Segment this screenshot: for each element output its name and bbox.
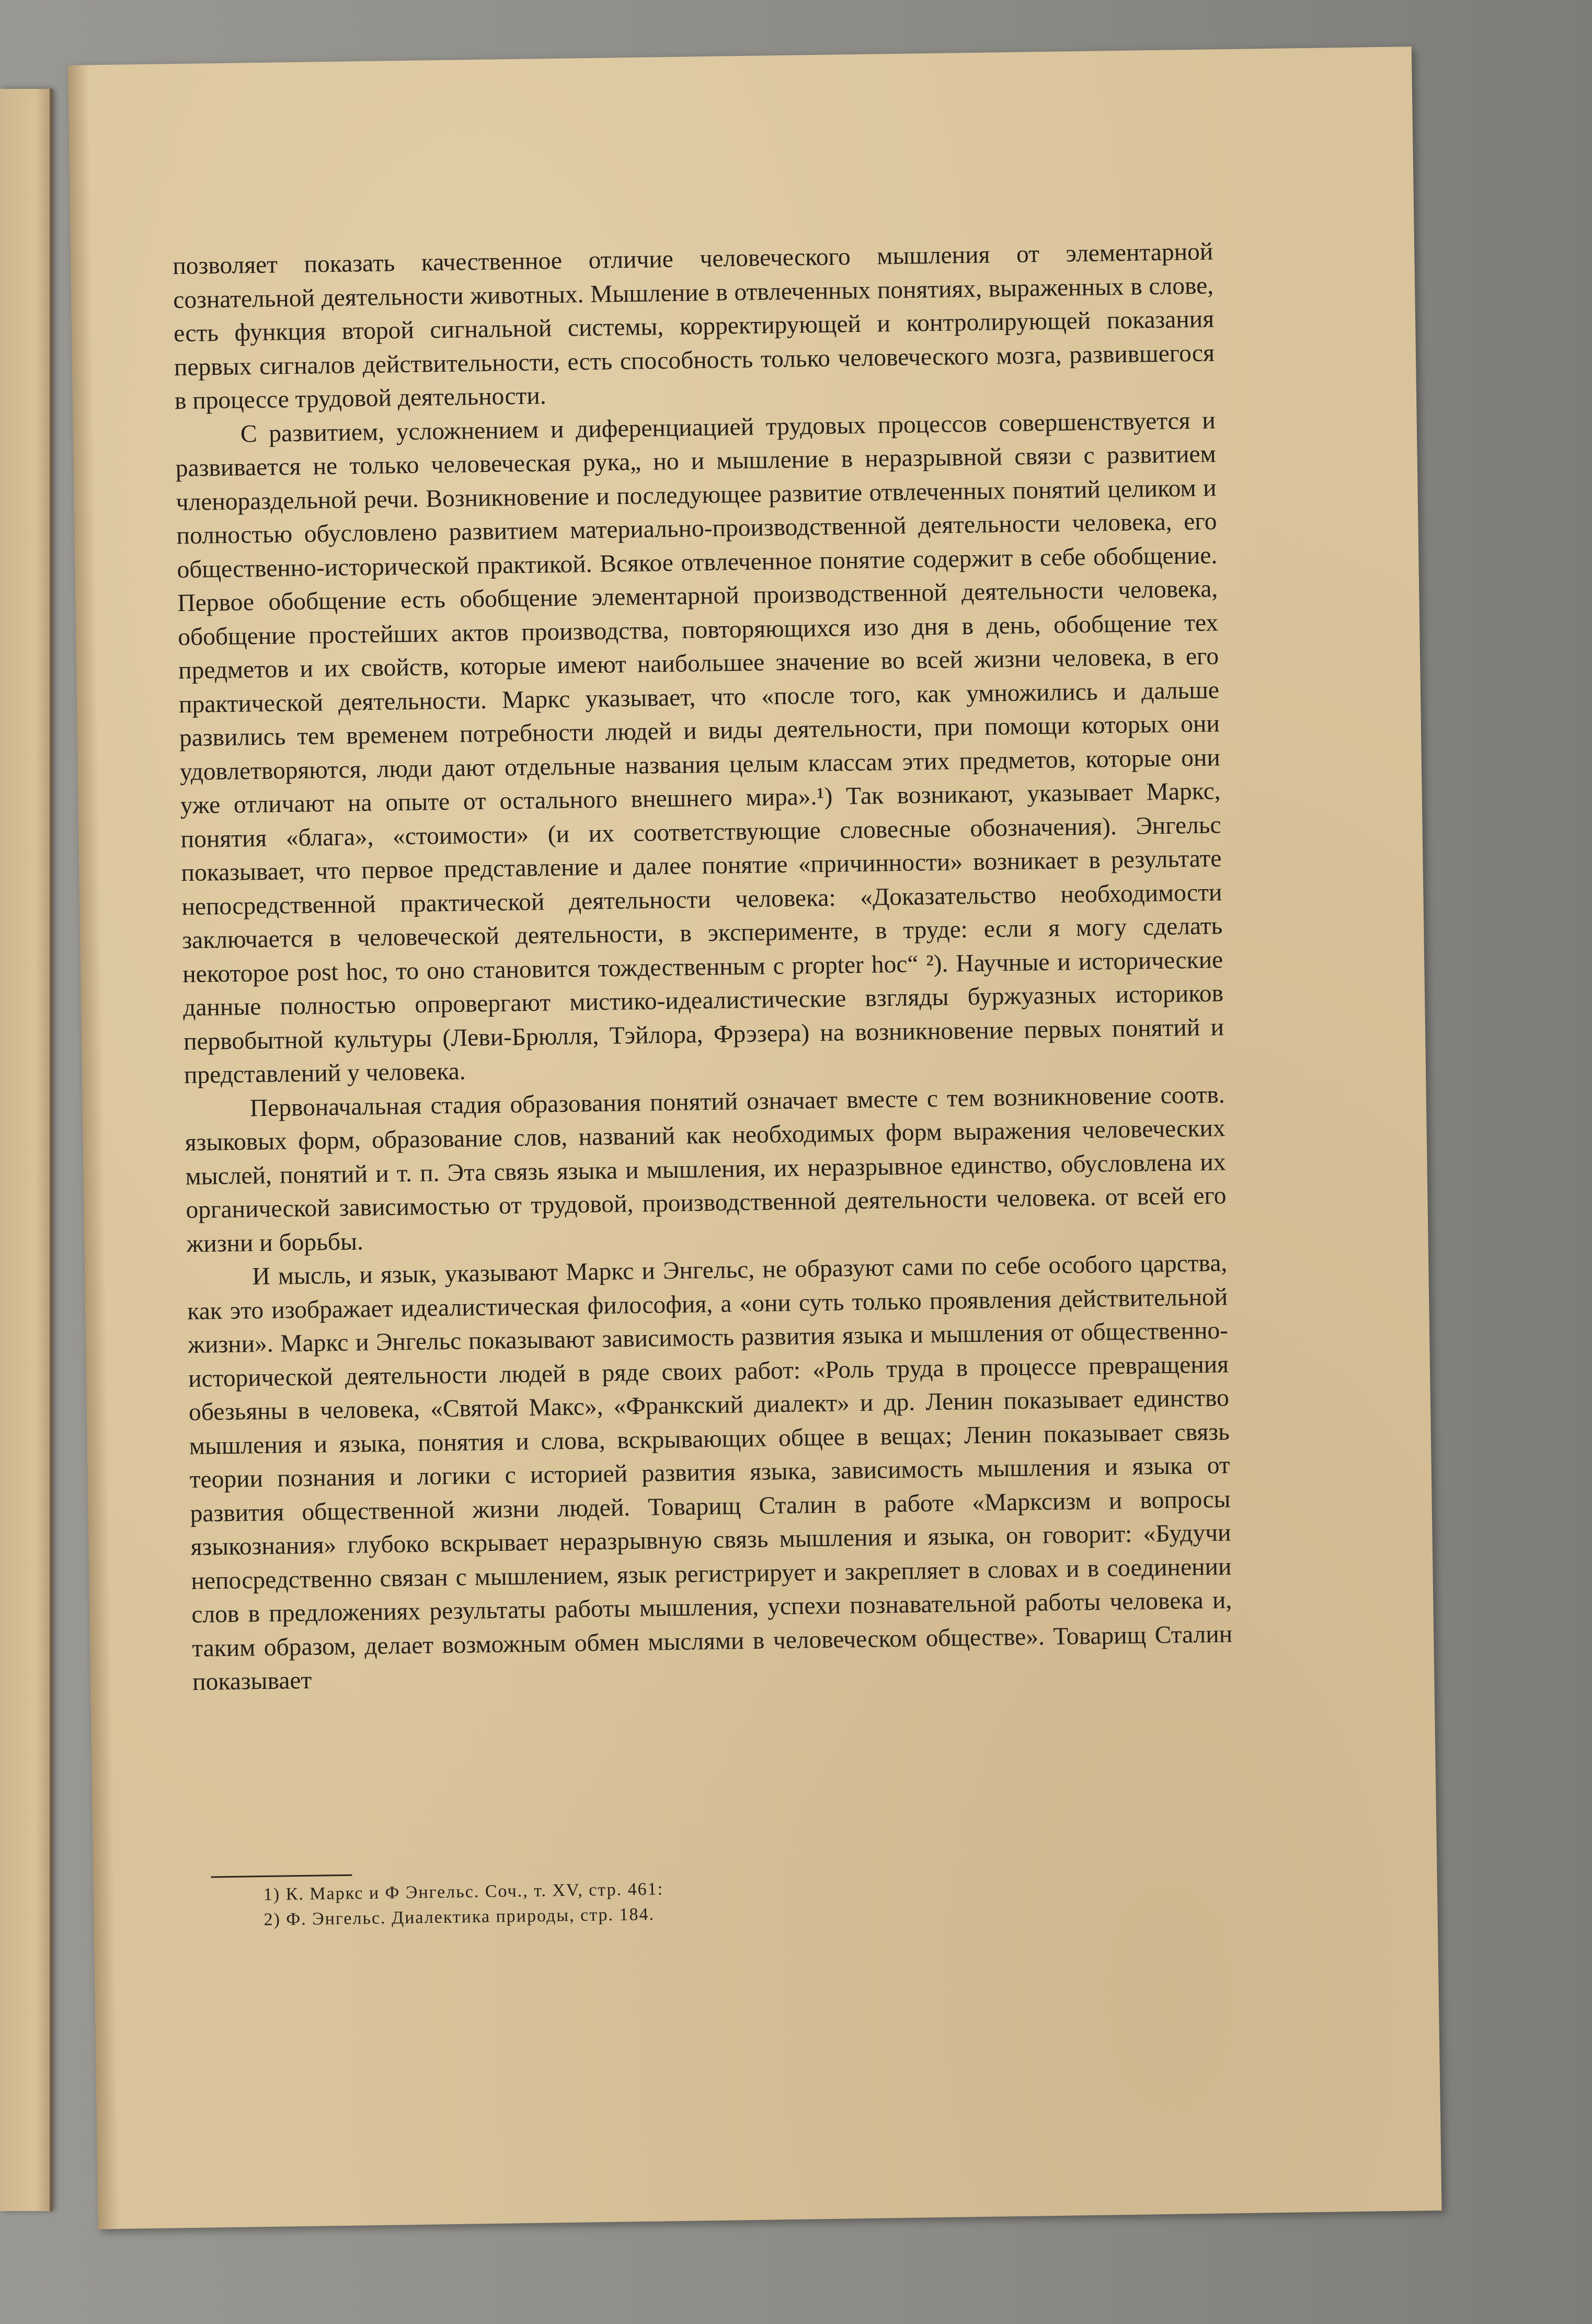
footnotes <box>195 1862 1236 1934</box>
paragraph-2: С развитием, усложнением и диференциацией трудовых процессов совершенствуется и развивается не только человеческая рука„ но и мышление в неразрывной связи с развитием членораздельной речи. Возникновение и последующее развитие отвлеченных понятий целиком и полностью обусловлено развитием материально-производственной деятельности человека, его общественно-исторической практикой. Всякое отвлеченное понятие содержит в себе обобщение. Первое обобщение есть обобщение элементарной производственной деятельности человека, обобщение простейших актов производства, повторяющихся изо дня в день, обобщение тех предметов и их свойств, которые имеют наибольшее значение во всей жизни человека, в его практической деятельности. Маркс указывает, что «после того, как умножились и дальше развились тем временем потребности людей и виды деятельности, при помощи которых они удовлетворяются, люди дают отдельные названия целым классам этих предметов, которые они уже отличают на опыте от остального внешнего мира».¹) Так возникают, указывает Маркс, понятия «блага», «стоимости» (и их соответствующие словесные обозначения). Энгельс показывает, что первое представление и далее понятие «причинности» возникает в результате непосредственной практической деятельности человека: «Доказательство необходимости заключается в человеческой деятельности, в эксперименте, в труде: если я могу сделать некоторое post hoc, то оно становится тождественным с propter hoc“ ²). Научные и исторические данные полностью опровергают мистико-идеалистические взгляды буржуазных историков первобытной культуры (Леви-Брюлля, Тэйлора, Фрэзера) на возникновение первых понятий и представлений у человека. <box>175 406 1224 1089</box>
document-page <box>68 47 1442 2229</box>
paragraph-1: позволяет показать качественное отличие человеческого мышления от элементарной сознательной деятельности животных. Мышление в отвлеченных понятиях, выраженных в слове, есть функция второй сигнальной системы, корректирующей и контролирующей показания первых сигналов действительности, есть способность только человеческого мозга, развившегося в процессе трудовой деятельности. <box>173 238 1215 415</box>
adjacent-page-edge <box>0 89 53 2211</box>
body-text <box>173 235 1233 1699</box>
paragraph-3: Первоначальная стадия образования понятий означает вместе с тем возникновение соотв. языковых форм, образование слов, названий как необходимых форм выражения человеческих мыслей, понятий и т. п. Эта связь языка и мышления, их неразрывное единство, обусловлена их органической зависимостью от трудовой, производственной деятельности человека. от всей его жизни и борьбы. <box>185 1080 1227 1258</box>
footnote-1: 1) К. Маркс и Ф Энгельс. Соч., т. XV, стр. 461: <box>263 1879 664 1905</box>
paragraph-4: И мысль, и язык, указывают Маркс и Энгельс, не образуют сами по себе особого царства, как это изображает идеалистическая философия, а «они суть только проявления действительной жизни». Маркс и Энгельс показывают зависимость развития языка и мышления от общественно-исторической деятельности людей в ряде своих работ: «Роль труда в процессе превращения обезьяны в человека, «Святой Макс», «Франкский диалект» и др. Ленин показывает единство мышления и языка, понятия и слова, вскрывающих общее в вещах; Ленин показывает связь теории познания и логики с историей развития языка, зависимость мышления и языка от развития общественной жизни людей. Товарищ Сталин в работе «Марксизм и вопросы языкознания» глубоко вскрывает неразрывную связь мышления и языка, он говорит: «Будучи непосредственно связан с мышлением, язык регистрирует и закрепляет в словах и в соединении слов в предложениях результаты работы мышления, успехи познавательной работы человека и, таким образом, делает возможным обмен мыслями в человеческом обществе». Товарищ Сталин показывает <box>187 1249 1233 1696</box>
footnote-divider <box>211 1874 352 1878</box>
footnote-2: 2) Ф. Энгельс. Диалектика природы, стр. 184. <box>264 1904 655 1930</box>
